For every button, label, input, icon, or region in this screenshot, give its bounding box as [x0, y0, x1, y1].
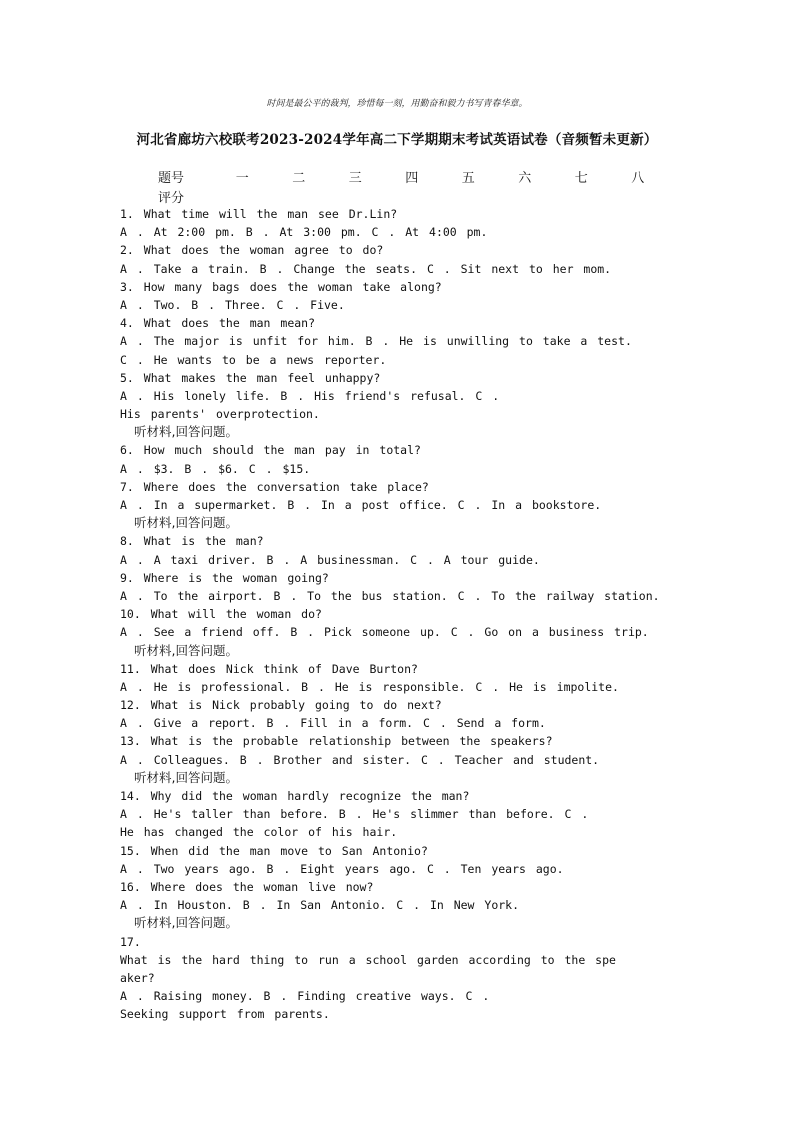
- question-line: 1. What time will the man see Dr.Lin?: [120, 207, 398, 221]
- question-line: 10. What will the woman do?: [120, 607, 322, 622]
- question-line: 5. What makes the man feel unhappy?: [120, 370, 381, 385]
- options-line: A . At 2:00 pm. B . At 3:00 pm. C . At 4:00 pm.: [120, 225, 488, 240]
- question-line: 13. What is the probable relationship between the speakers?: [120, 734, 553, 749]
- question-line: 6. How much should the man pay in total?: [120, 443, 421, 458]
- section-col-3: 三: [348, 170, 362, 186]
- score-label: 评分: [158, 190, 185, 206]
- options-line: A . Two years ago. B . Eight years ago. C . Ten years ago.: [120, 861, 564, 876]
- options-line: Seeking support from parents.: [120, 1007, 330, 1022]
- section-col-8: 八: [631, 170, 645, 186]
- question-number-label: 题号: [158, 170, 185, 186]
- section-instruction: 听材料,回答问题。: [134, 642, 238, 658]
- question-line: 3. How many bags does the woman take along?: [120, 279, 442, 294]
- question-line: 15. When did the man move to San Antonio?: [120, 843, 428, 858]
- question-line: 4. What does the man mean?: [120, 316, 316, 331]
- question-line: 7. Where does the conversation take place?: [120, 479, 429, 494]
- section-col-5: 五: [461, 170, 475, 186]
- exam-title: 河北省廊坊六校联考2023-2024学年高二下学期期末考试英语试卷（音频暂未更新）: [136, 132, 658, 148]
- question-line: 9. Where is the woman going?: [120, 570, 329, 585]
- question-line: 8. What is the man?: [120, 534, 264, 549]
- score-table: [158, 166, 678, 206]
- section-instruction: 听材料,回答问题。: [134, 515, 238, 531]
- section-col-1: 一: [235, 170, 249, 186]
- section-col-6: 六: [518, 170, 532, 186]
- question-line: 12. What is Nick probably going to do next?: [120, 698, 442, 713]
- question-line: 2. What does the woman agree to do?: [120, 243, 384, 258]
- section-col-7: 七: [574, 170, 588, 186]
- question-line: aker?: [120, 970, 155, 985]
- score-value-row: [158, 186, 678, 206]
- section-instruction: 听材料,回答问题。: [134, 915, 238, 931]
- options-line: A . Take a train. B . Change the seats. C . Sit next to her mom.: [120, 261, 612, 276]
- options-line: A . His lonely life. B . His friend's refusal. C .: [120, 388, 500, 403]
- options-line: A . He is professional. B . He is responsible. C . He is impolite.: [120, 679, 619, 694]
- question-line: 11. What does Nick think of Dave Burton?: [120, 661, 418, 676]
- question-line: 14. Why did the woman hardly recognize the man?: [120, 789, 470, 803]
- options-line: A . He's taller than before. B . He's slimmer than before. C .: [120, 807, 589, 822]
- options-line: A . Give a report. B . Fill in a form. C . Send a form.: [120, 716, 546, 731]
- options-line: A . Colleagues. B . Brother and sister. C . Teacher and student.: [120, 752, 600, 767]
- options-line: A . $3. B . $6. C . $15.: [120, 461, 311, 476]
- options-line: A . In Houston. B . In San Antonio. C . In New York.: [120, 898, 520, 913]
- section-col-2: 二: [292, 170, 306, 186]
- section-instruction: 听材料,回答问题。: [134, 424, 238, 440]
- page-motto: 时间是最公平的裁判，珍惜每一刻，用勤奋和毅力书写青春华章。: [266, 99, 528, 109]
- options-line: A . The major is unfit for him. B . He is unwilling to take a test.: [120, 334, 632, 349]
- section-col-4: 四: [405, 170, 419, 186]
- score-header-row: [158, 166, 678, 186]
- question-number: 17.: [120, 934, 141, 949]
- question-list: [120, 205, 680, 1023]
- options-line: A . To the airport. B . To the bus station. C . To the railway station.: [120, 588, 660, 603]
- options-line: He has changed the color of his hair.: [120, 825, 398, 840]
- options-line: A . Raising money. B . Finding creative ways. C .: [120, 989, 490, 1004]
- options-line: A . See a friend off. B . Pick someone up. C . Go on a business trip.: [120, 625, 649, 640]
- question-line: 16. Where does the woman live now?: [120, 879, 374, 894]
- options-line: A . A taxi driver. B . A businessman. C . A tour guide.: [120, 552, 540, 567]
- options-line: His parents' overprotection.: [120, 407, 320, 422]
- options-line: C . He wants to be a news reporter.: [120, 352, 387, 367]
- section-instruction: 听材料,回答问题。: [134, 769, 238, 785]
- question-line: What is the hard thing to run a school garden according to the spe: [120, 952, 616, 967]
- options-line: A . Two. B . Three. C . Five.: [120, 297, 345, 312]
- options-line: A . In a supermarket. B . In a post office. C . In a bookstore.: [120, 498, 602, 512]
